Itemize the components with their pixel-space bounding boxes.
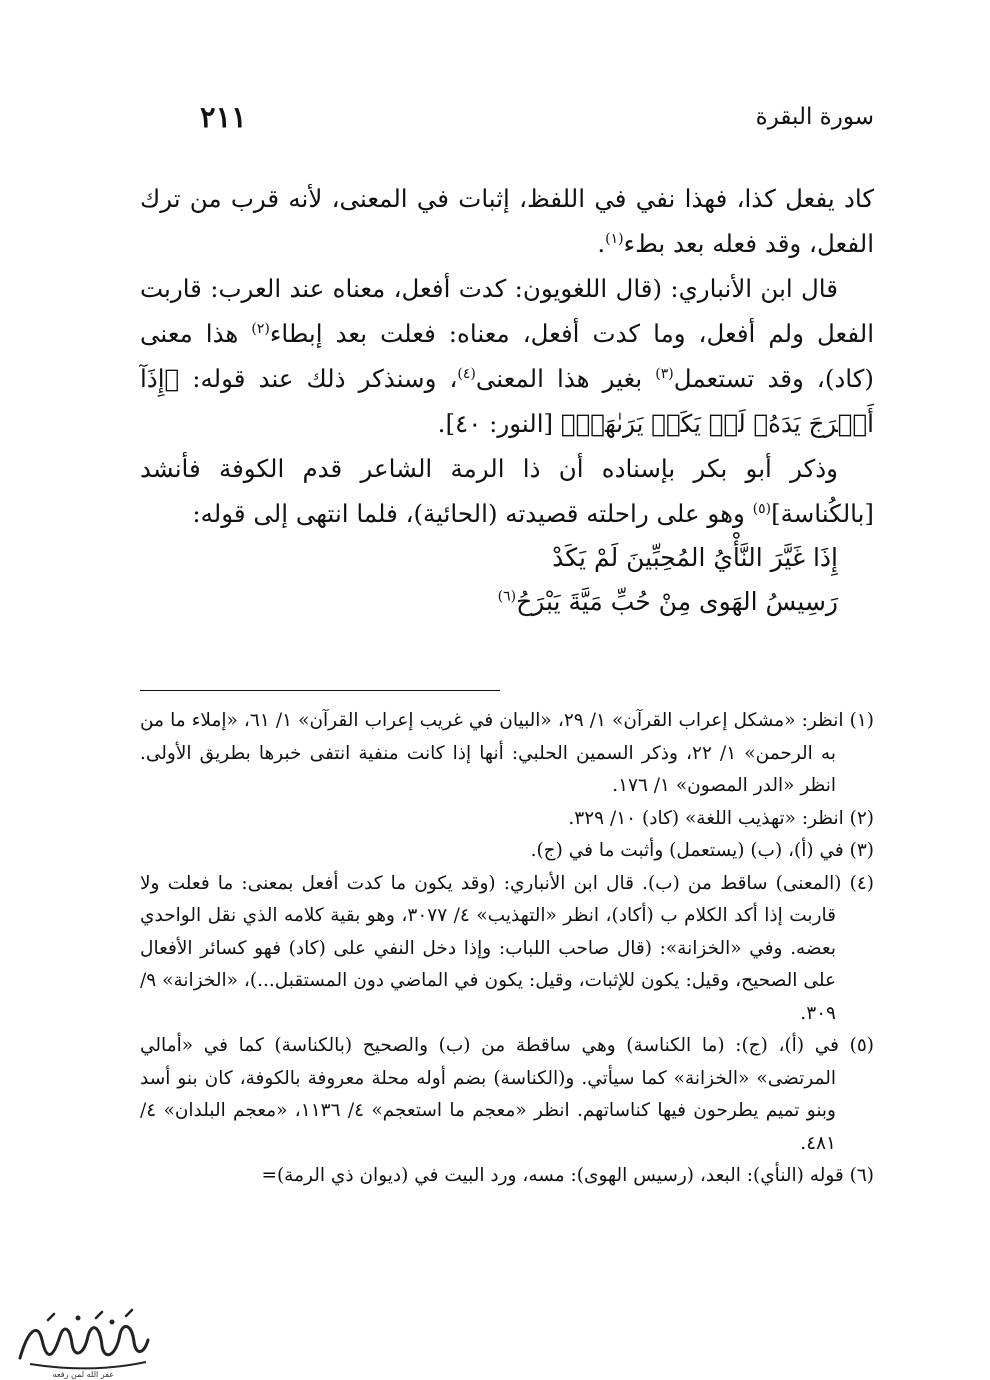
paragraph-3-text-b: وهو على راحلته قصيدته (الحائية)، فلما انتهى إلى قوله:: [192, 499, 753, 528]
calligraphic-logo-icon: [8, 1300, 158, 1380]
paragraph-1: [140, 176, 874, 266]
page-number: ٢١١: [200, 100, 247, 134]
paragraph-2-text-b: هذا معنى (كاد)، وقد تستعمل: [140, 319, 874, 393]
footnote-divider: [140, 690, 500, 691]
footnotes: [140, 705, 874, 1193]
paragraph-1-end: .: [597, 229, 606, 258]
page-header: [140, 100, 874, 140]
paragraph-2-text-a: قال ابن الأنباري: (قال اللغويون: كدت أفعل، معناه عند العرب: قاربت الفعل ولم أفعل، وما كدت أفعل، معناه: فعلت بعد إبطاء: [140, 274, 874, 348]
footnote-4: (٤) (المعنى) ساقط من (ب). قال ابن الأنباري: (وقد يكون ما كدت أفعل بمعنى: ما فعلت ولا قاربت إذا أكد الكلام ب (أكاد)، انظر «التهذيب» ٤/ ٣٠٧٧، وهو بقية كلامه الذي نقل الواحدي بعضه. وفي «الخزانة»: (قال صاحب اللباب: وإذا دخل النفي على (كاد) فهو كسائر الأفعال على الصحيح، وقيل: يكون للإثبات، وقيل: يكون في الماضي دون المستقبل...)، «الخزانة» ٩/ ٣٠٩.: [140, 872, 874, 1024]
footnote-1: (١) انظر: «مشكل إعراب القرآن» ١/ ٢٩، «البيان في غريب إعراب القرآن» ١/ ٦١، «إملاء ما من به الرحمن» ١/ ٢٢، وذكر السمين الحلبي: أنها إذا كانت منفية انتفى خبرها بطريق الأولى. انظر «الدر المصون» ١/ ١٧٦.: [140, 710, 874, 796]
footnote-ref-6: (٦): [497, 588, 517, 605]
paragraph-3: [140, 446, 874, 536]
poem-verse-2: [140, 580, 874, 624]
footnote-ref-2: (٢): [251, 320, 270, 337]
logo-tagline: غفر الله لمن رفعه: [52, 1370, 114, 1379]
footnote-ref-5: (٥): [752, 500, 772, 517]
page: [140, 0, 874, 1380]
paragraph-3-text-a: وذكر أبو بكر بإسناده أن ذا الرمة الشاعر قدم الكوفة فأنشد [بالكُناسة]: [140, 454, 874, 528]
footnote-ref-4: (٤): [457, 365, 476, 382]
footnote-ref-3: (٣): [655, 365, 674, 382]
footnote-ref-1: (١): [605, 230, 624, 247]
poem-verse-2-text: رَسِيسُ الهَوى مِنْ حُبِّ مَيَّةَ يَبْرَحُ: [516, 587, 838, 616]
footnote-5: (٥) في (أ)، (ج): (ما الكناسة) وهي ساقطة من (ب) والصحيح (بالكناسة) كما في «أمالي المرتضى» «الخزانة» كما سيأتي. و(الكناسة) بضم أوله محلة معروفة بالكوفة، كان بنو أسد وبنو تميم يطرحون فيها كناساتهم. انظر «معجم ما استعجم» ٤/ ١١٣٦، «معجم البلدان» ٤/ ٤٨١.: [140, 1035, 874, 1154]
paragraph-1-text: كاد يفعل كذا، فهذا نفي في اللفظ، إثبات في المعنى، لأنه قرب من ترك الفعل، وقد فعله بعد بطء: [140, 184, 874, 258]
footnote-2: (٢) انظر: «تهذيب اللغة» (كاد) ١٠/ ٣٢٩.: [568, 807, 874, 829]
paragraph-2-text-d: ، وسنذكر ذلك عند قوله: ﴿إِذَآ أَخۡرَجَ يَدَهُۥ لَمۡ يَكَدۡ يَرَىٰهَاۗ﴾ [النور: ٤٠].: [140, 364, 874, 438]
footnote-3: (٣) في (أ)، (ب) (يستعمل) وأثبت ما في (ج).: [530, 840, 874, 861]
footnote-6: (٦) قوله (النأي): البعد، (رسيس الهوى): مسه، ورد البيت في (ديوان ذي الرمة)=: [261, 1165, 874, 1186]
poem-verse-1: إِذَا غَيَّرَ النَّأْيُ المُحِبِّينَ لَمْ يَكَدْ: [552, 543, 838, 572]
paragraph-2-text-c: بغير هذا المعنى: [475, 364, 656, 393]
main-text: [140, 176, 874, 624]
paragraph-2: [140, 266, 874, 446]
surah-title: سورة البقرة: [755, 104, 874, 130]
